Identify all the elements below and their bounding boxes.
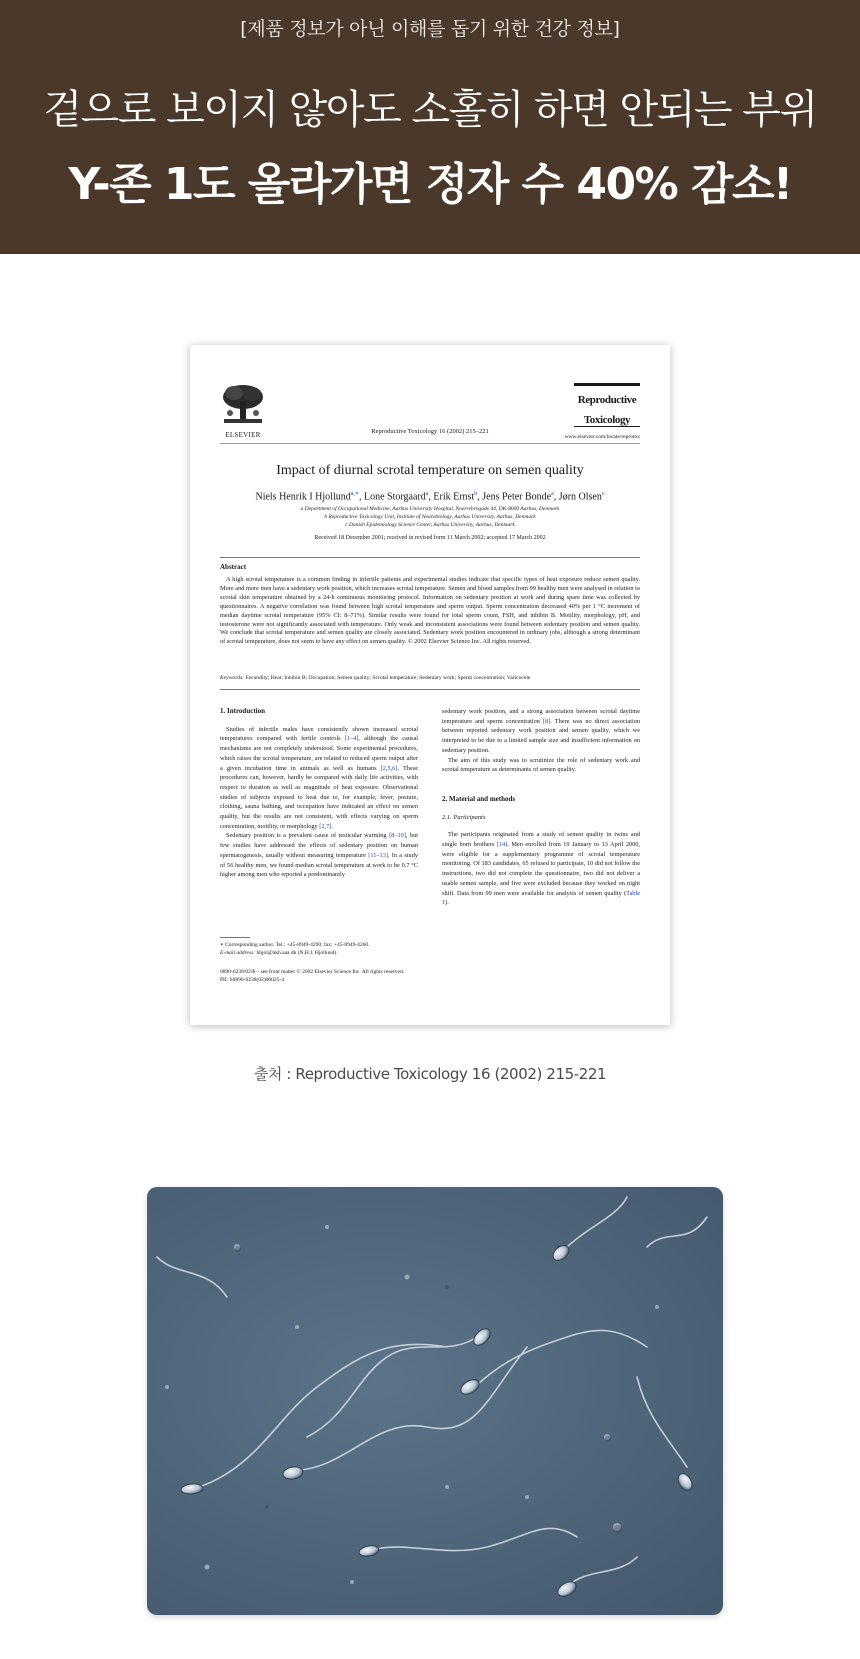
author-name: Lone Storgaard: [363, 491, 426, 503]
methods-heading: 2. Material and methods: [442, 794, 516, 803]
sperm-illustration: [147, 1187, 723, 1615]
abstract-text: A high scrotal temperature is a common finding in infertile patients and experimental studies indicate that specific types of heat exposure reduce semen quality. More and more men have a sedentary work position, which increases scrotal temperature. Semen and blood samples from 99 healthy men were analysed in relation to scrotal skin temperature obtained by a 24-h continuous monitoring protocol. Information on sedentary position at work and during spare time was collected by questionnaires. A negative correlation was found between high scrotal temperature and sperm output. Sperm concentration decreased 40% per 1 °C increment of median daytime scrotal temperature (95% CI: 8–71%). Similar results were found for total sperm count, FSH, and inhibin B. Motility, morphology, pH, and testosterone were not significantly associated with temperature. Only weak and inconsistent associations were found between sedentary position and semen quality. We conclude that scrotal temperature and semen quality are closely associated. Sedentary work position encountered in ordinary jobs, although a strong determinant of scrotal temperature, does not seem to have any effect on semen quality. © 2002 Elsevier Science Inc. All rights reserved.: [220, 576, 640, 646]
keywords-label: Keywords:: [220, 675, 245, 681]
elsevier-logo: [220, 383, 266, 439]
journal-url: www.elsevier.com/locate/reprotox: [564, 434, 640, 440]
author-name: Jens Peter Bonde: [482, 491, 552, 503]
author-list: Niels Henrik I Hjollund$^{a,∗}$, Lone Storgaard$^a$, Erik Ernst$^b$, Jens Peter Bonde$^a$, Jørn Olsen$^c$: [255, 491, 605, 503]
headline-line-1: 겉으로 보이지 않아도 소홀히 하면 안되는 부위: [43, 87, 817, 133]
paper-title: Impact of diurnal scrotal temperature on semen quality: [276, 463, 584, 478]
citation-link[interactable]: [1–4]: [344, 735, 359, 743]
intro-paragraph-1: Studies of infertile males have consistently shown increased scrotal temperatures compared with fertile controls [1–4], although the causal mechanisms are not completely understood. Some experimental procedures, which raises the scrotal temperature, are related to reduced sperm output after a given incubation time in animals as well as humans [2,5,6]. These procedures can, however, hardly be compared with daily life activities, with respect to duration as well as magnitude of heat exposure. Observational studies of subjects exposed to heat due to, for example, fever, posture, clothing, sauna bathing, and occupation have indicated an effect on semen quality, but the results are not consistent, with effects varying on sperm concentration, motility, or morphology [2,7].: [220, 725, 419, 830]
citation-link[interactable]: [8–10]: [389, 832, 406, 840]
citation-link[interactable]: [8]: [542, 717, 551, 725]
author-affiliation-mark: b: [474, 491, 478, 497]
right-paragraph-1: sedentary work position, and a strong association between scrotal daytime temperature and sperm concentration [8]. There was no direct association between reported sedentary work position and semen quality, which we interpreted to be due to a limited sample size and insufficient information on sedentary position.: [442, 708, 640, 754]
citation-link[interactable]: [2,7]: [319, 822, 332, 830]
keywords: [220, 675, 640, 681]
author-affiliation-mark: a: [425, 491, 429, 497]
source-caption: 출처 : Reproductive Toxicology 16 (2002) 215-221: [253, 1065, 607, 1083]
publisher-name: ELSEVIER: [225, 431, 261, 439]
footnote-rule: [220, 937, 250, 938]
abstract-heading: Abstract: [220, 563, 247, 571]
table-link[interactable]: Table 1: [442, 889, 640, 907]
intro-heading: 1. Introduction: [220, 707, 265, 715]
copyright: [220, 968, 404, 984]
author-affiliation-mark: a,∗: [350, 491, 359, 497]
footnote-line: ∗ Corresponding author. Tel.: +45-8949-4290; fax: +45-8949-4260.: [220, 942, 370, 948]
column-left: [220, 707, 418, 880]
elsevier-tree-icon: [220, 383, 266, 425]
divider: [220, 557, 640, 558]
affiliation-line: a Department of Occupational Medicine, Aarhus University Hospital, Noerrebrogade 44, DK-8000 Aarhus, Denmark: [300, 506, 560, 512]
author-affiliation-mark: c: [601, 491, 605, 497]
disclaimer-text: [제품 정보가 아닌 이해를 돕기 위한 건강 정보]: [240, 18, 620, 40]
received-dates: Received 18 December 2001; received in revised form 11 March 2002; accepted 17 March 2002: [314, 535, 546, 541]
sperm-microscope-image: [147, 1187, 723, 1615]
header-banner: [0, 0, 860, 254]
author-affiliation-mark: a: [551, 491, 554, 497]
participants-paragraph: The participants originated from a study of semen quality in twins and single born brothers [14]. Men enrolled from 19 January to 13 April 2000, were eligible for a supplementary programme of scrotal temperature monitoring. Of 183 candidates, 65 refused to participate, 10 did not follow the instructions, two did not complete the questionnaire, two did not deliver a usable semen sample, and five were excluded because they worked on night shift. Data from 99 men were available for analysis of semen quality (Table 1).: [442, 831, 640, 907]
footnote-line: E-mail address: hhjol@akh.aaa.dk (N.H.I. Hjollund).: [220, 950, 338, 956]
keywords-list: Fecundity; Heat; Inhibin B; Occupation; Semen quality; Scrotal temperature; Sedentary work; Sperm concentration; Varicocele: [245, 675, 531, 681]
journal-logo: [574, 383, 640, 427]
author-name: Niels Henrik I Hjollund: [255, 491, 351, 503]
copyright-line: 0890-6238/02/$ – see front matter © 2002 Elsevier Science Inc. All rights reserved.: [220, 969, 405, 975]
journal-reference: Reproductive Toxicology 16 (2002) 215–221: [371, 428, 489, 435]
affiliations: [220, 505, 640, 529]
paper-first-page: [190, 345, 670, 1025]
citation-link[interactable]: [2,5,6]: [380, 764, 398, 772]
participants-heading: 2.1. Participants: [442, 813, 486, 821]
intro-paragraph-2: Sedentary position is a prevalent cause of testicular warming [8–10], but few studies have addressed the effects of sedentary position on human spermatogenesis, usually without measuring temperature [11–13]. In a study of 56 healthy men, we found median scrotal temperature at work to be 0.7 °C higher among men who reported a predominantly: [220, 832, 419, 879]
affiliation-line: b Reproductive Toxicology Unit, Institute of Neurobiology, Aarhus University, Aarhus, Denmark: [324, 514, 536, 520]
pii-line: PII: S0890-6238(02)00025-4: [220, 977, 285, 983]
journal-logo-line1: Reproductive: [577, 394, 637, 406]
affiliation-line: c Danish Epidemiology Science Center, Aarhus University, Aarhus, Denmark: [345, 522, 515, 528]
footnote: [220, 937, 520, 957]
author-name: Erik Ernst: [433, 491, 475, 503]
headline-line-2: Y-존 1도 올라가면 정자 수 40% 감소!: [68, 159, 792, 210]
author-name: Jørn Olsen: [558, 491, 602, 503]
citation-link[interactable]: [14]: [496, 841, 508, 849]
right-paragraph-2: The aim of this study was to scrutinize the role of sedentary work and scrotal temperature as determinants of semen quality.: [442, 756, 640, 774]
divider: [220, 689, 640, 690]
divider: [220, 443, 640, 444]
journal-logo-line2: Toxicology: [583, 414, 631, 426]
column-right: [442, 707, 640, 908]
citation-link[interactable]: [11–13]: [368, 851, 388, 859]
